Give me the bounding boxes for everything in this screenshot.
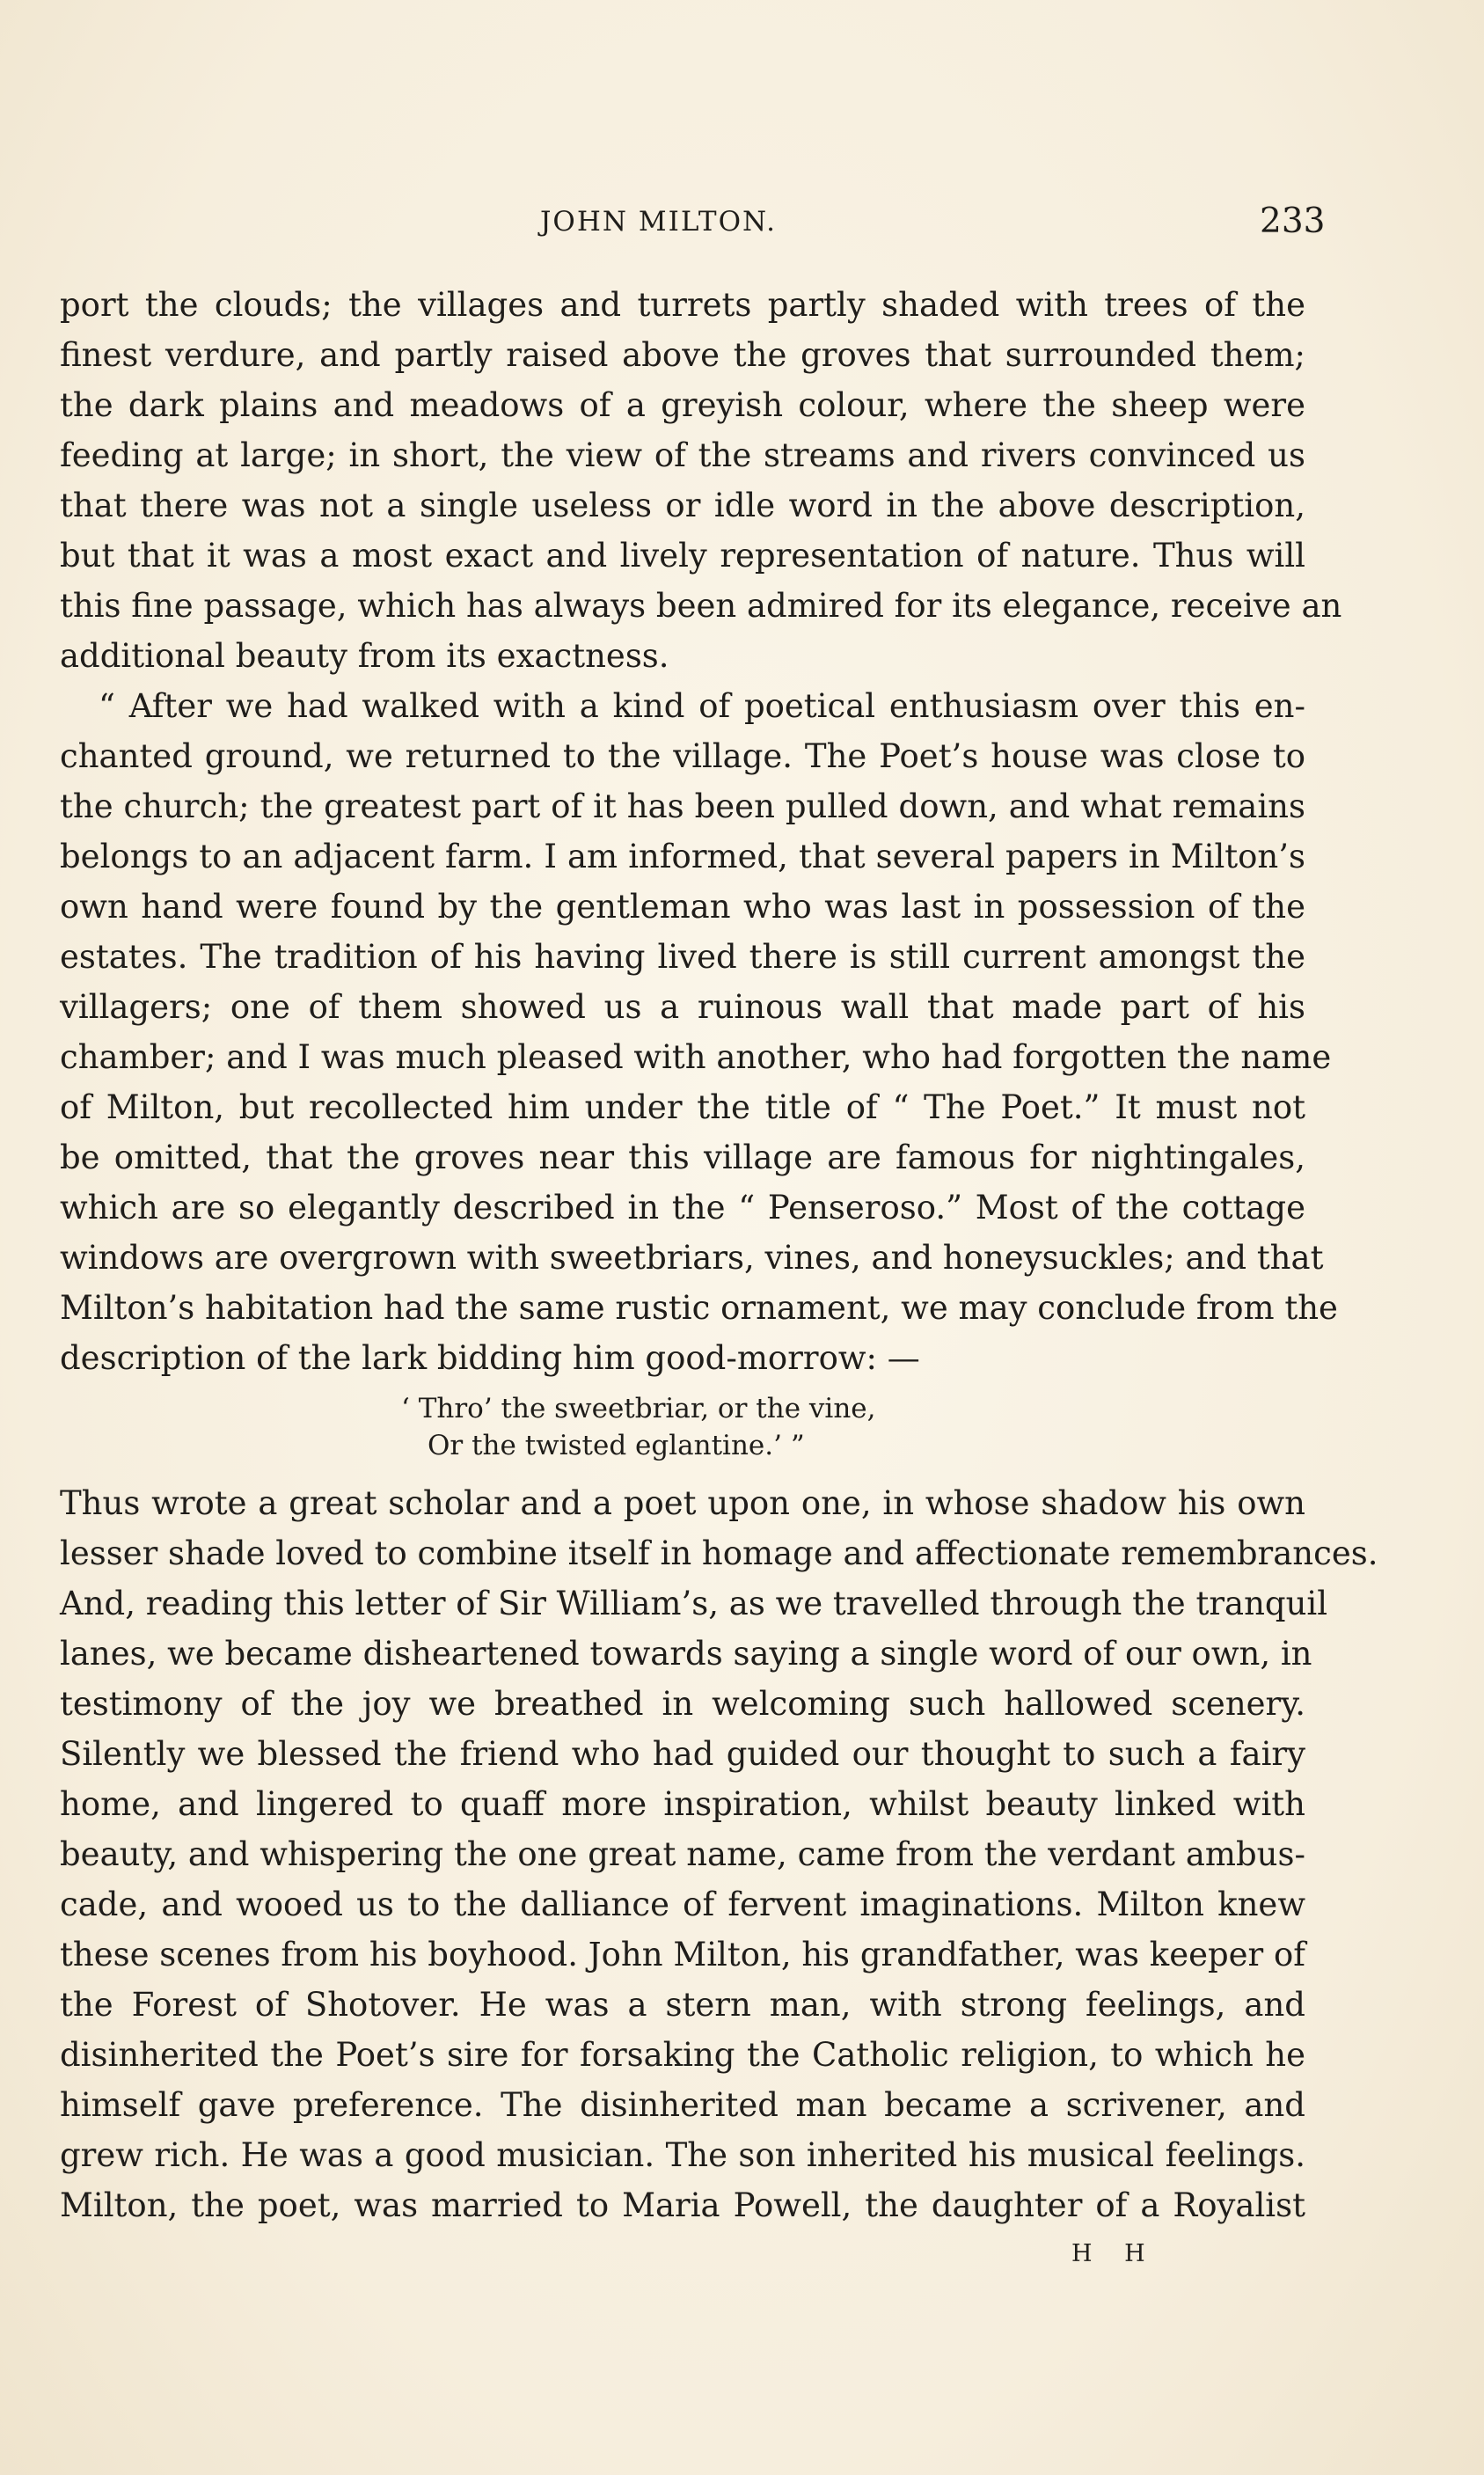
text-line: the dark plains and meadows of a greyish colour, where the sheep were [60, 386, 1305, 424]
text-line: the Forest of Shotover. He was a stern man, with strong feelings, and [60, 1986, 1305, 2024]
page-number: 233 [1260, 201, 1326, 241]
text-line: description of the lark bidding him good-morrow: — [60, 1339, 920, 1377]
text-line: Silently we blessed the friend who had guided our thought to such a fairy [60, 1735, 1305, 1773]
text-line: disinherited the Poet’s sire for forsaking the Catholic religion, to which he [60, 2036, 1305, 2074]
text-line: port the clouds; the villages and turrets partly shaded with trees of the [60, 286, 1305, 324]
text-line: And, reading this letter of Sir William’s, as we travelled through the tranquil [60, 1585, 1328, 1622]
text-line: beauty, and whispering the one great name, came from the verdant ambus- [60, 1835, 1305, 1873]
verse-quotation [60, 1390, 1305, 1464]
text-line: villagers; one of them showed us a ruinous wall that made part of his [60, 988, 1305, 1026]
text-line: that there was not a single useless or idle word in the above description, [60, 487, 1305, 524]
text-line: but that it was a most exact and lively representation of nature. Thus will [60, 537, 1305, 575]
verse-line: Or the twisted eglantine.’ ” [428, 1430, 805, 1461]
text-line: cade, and wooed us to the dalliance of fervent imaginations. Milton knew [60, 1886, 1305, 1923]
text-line: himself gave preference. The disinherited man became a scrivener, and [60, 2086, 1305, 2124]
text-line: windows are overgrown with sweetbriars, vines, and honeysuckles; and that [60, 1239, 1324, 1277]
signature-mark: H H [1071, 2240, 1158, 2267]
text-line: belongs to an adjacent farm. I am informed, that several papers in Milton’s [60, 838, 1305, 875]
text-line: be omitted, that the groves near this village are famous for nightingales, [60, 1139, 1305, 1176]
paragraph-quoted-letter [60, 681, 1338, 1383]
text-line: feeding at large; in short, the view of the streams and rivers convinced us [60, 436, 1305, 474]
text-line: this fine passage, which has always been admired for its elegance, receive an [60, 587, 1342, 625]
running-title: JOHN MILTON. [540, 206, 777, 238]
verse-line: ‘ Thro’ the sweetbriar, or the vine, [401, 1393, 876, 1424]
text-line: the church; the greatest part of it has been pulled down, and what remains [60, 787, 1305, 825]
text-line: which are so elegantly described in the “ Penseroso.” Most of the cottage [60, 1189, 1305, 1227]
text-line: finest verdure, and partly raised above the groves that surrounded them; [60, 336, 1305, 374]
text-line: lesser shade loved to combine itself in homage and affectionate remembrances. [60, 1534, 1378, 1572]
body-text [60, 280, 1378, 2224]
text-line: own hand were found by the gentleman who was last in possession of the [60, 888, 1305, 926]
paragraph-continued [60, 280, 1342, 681]
text-line: home, and lingered to quaff more inspiration, whilst beauty linked with [60, 1785, 1305, 1823]
text-line: grew rich. He was a good musician. The son inherited his musical feelings. [60, 2136, 1305, 2174]
text-line: lanes, we became disheartened towards saying a single word of our own, in [60, 1635, 1312, 1673]
text-line: testimony of the joy we breathed in welcoming such hallowed scenery. [60, 1685, 1305, 1723]
text-line: estates. The tradition of his having lived there is still current amongst the [60, 938, 1305, 976]
paragraph-narrative [60, 1478, 1378, 2230]
text-line: chamber; and I was much pleased with another, who had forgotten the name [60, 1038, 1332, 1076]
text-line: Milton, the poet, was married to Maria Powell, the daughter of a Royalist [60, 2186, 1305, 2224]
text-line: these scenes from his boyhood. John Milton, his grandfather, was keeper of [60, 1936, 1305, 1973]
text-line: of Milton, but recollected him under the title of “ The Poet.” It must not [60, 1088, 1305, 1126]
text-line: chanted ground, we returned to the village. The Poet’s house was close to [60, 737, 1305, 775]
text-line: Milton’s habitation had the same rustic ornament, we may conclude from the [60, 1289, 1338, 1327]
running-head [0, 199, 1484, 248]
text-line: “ After we had walked with a kind of poetical enthusiasm over this en- [99, 687, 1305, 725]
text-line: Thus wrote a great scholar and a poet upon one, in whose shadow his own [60, 1484, 1305, 1522]
text-line: additional beauty from its exactness. [60, 637, 669, 675]
